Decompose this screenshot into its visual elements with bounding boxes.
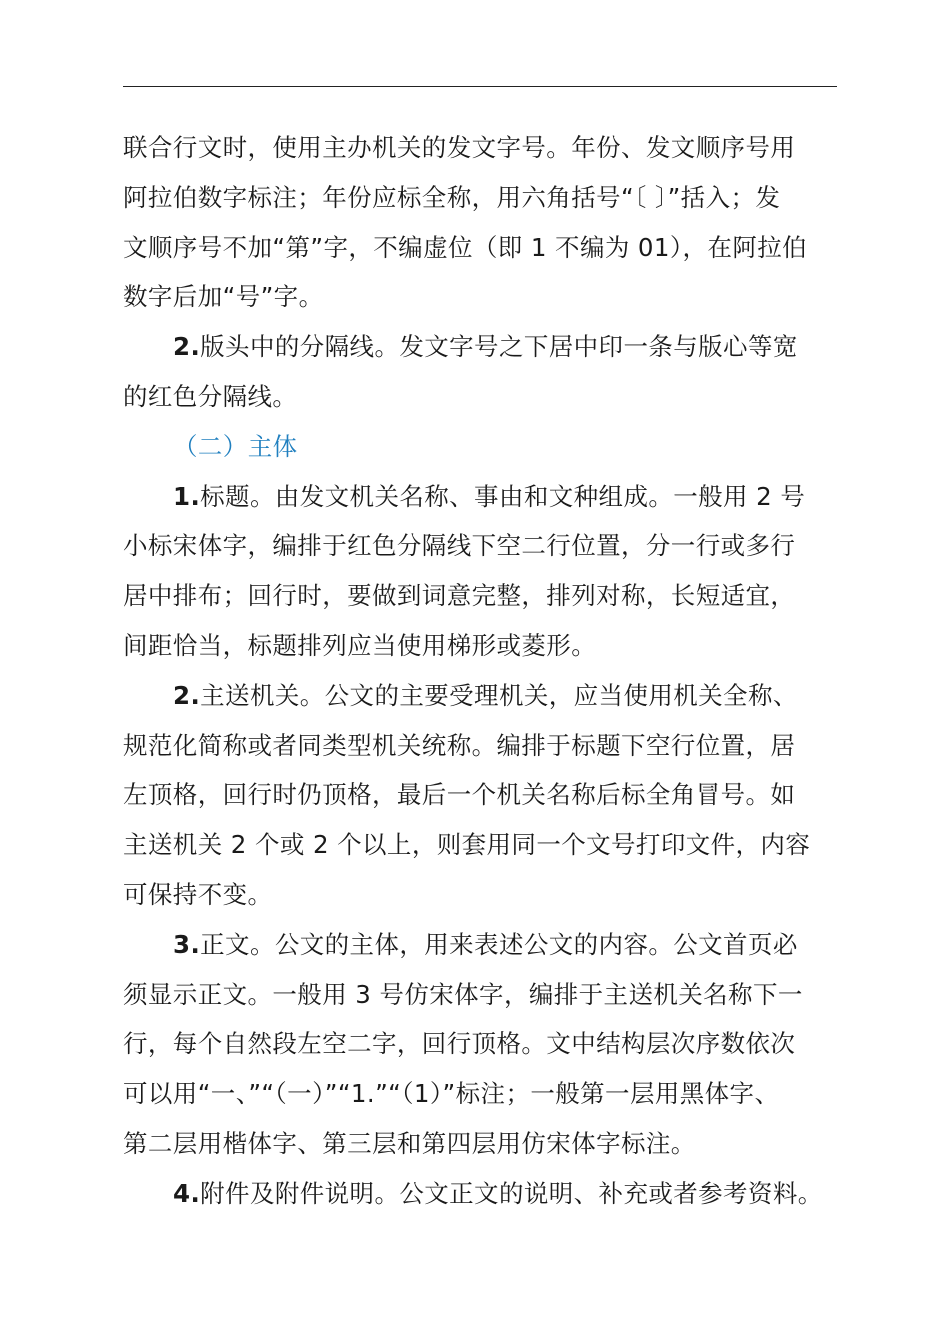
text-line: 主送机关 2 个或 2 个以上，则套用同一个文号打印文件，内容 [123,830,811,860]
item-number: 3. [173,929,201,959]
text-line: 间距恰当，标题排列应当使用梯形或菱形。 [123,630,597,660]
text-line: 规范化简称或者同类型机关统称。编排于标题下空行位置，居 [123,730,796,760]
text-line: 行，每个自然段左空二字，回行顶格。文中结构层次序数依次 [123,1029,796,1059]
text-line: 可以用“一、”“（一）”“1.”“（1）”标注；一般第一层用黑体字、 [123,1079,780,1109]
paragraph-attachments [123,1169,853,1219]
document-body [123,123,853,1219]
paragraph-divider-line [123,322,853,422]
item-number: 1. [173,481,201,511]
section-heading: （二）主体 [173,431,298,461]
text-line [123,322,853,372]
section-heading-main-body [123,422,853,472]
text-line: 文顺序号不加“第”字，不编虚位（即 1 不编为 01），在阿拉伯 [123,232,808,262]
text-line: 第二层用楷体字、第三层和第四层用仿宋体字标注。 [123,1128,696,1158]
item-number: 2. [173,680,201,710]
text-line [123,920,853,970]
text-line: 可保持不变。 [123,879,273,909]
text-line: 的红色分隔线。 [123,381,298,411]
text-line: 小标宋体字，编排于红色分隔线下空二行位置，分一行或多行 [123,531,796,561]
paragraph-title [123,472,853,671]
text-line: 阿拉伯数字标注；年份应标全称，用六角括号“〔 〕”括入；发 [123,182,781,212]
text-line: 须显示正文。一般用 3 号仿宋体字，编排于主送机关名称下一 [123,979,803,1009]
item-text: 主送机关。公文的主要受理机关，应当使用机关全称、 [200,680,798,710]
item-text: 附件及附件说明。公文正文的说明、补充或者参考资料。 [200,1178,823,1208]
item-text: 版头中的分隔线。发文字号之下居中印一条与版心等宽 [200,332,798,362]
text-line: 联合行文时，使用主办机关的发文字号。年份、发文顺序号用 [123,133,796,162]
item-text: 正文。公文的主体，用来表述公文的内容。公文首页必 [200,929,798,959]
text-line [123,472,853,522]
text-line: 左顶格，回行时仍顶格，最后一个机关名称后标全角冒号。如 [123,780,796,810]
text-line: 居中排布；回行时，要做到词意完整，排列对称，长短适宜， [123,581,796,611]
item-number: 2. [173,332,201,362]
item-text: 标题。由发文机关名称、事由和文种组成。一般用 2 号 [200,481,806,511]
text-line [123,1169,853,1219]
item-number: 4. [173,1178,201,1208]
paragraph-main-text [123,920,853,1169]
paragraph-recipient [123,671,853,920]
text-line [123,671,853,721]
text-line: 数字后加“号”字。 [123,282,324,312]
header-divider [123,86,837,87]
paragraph-doc-number-rules [123,123,853,322]
